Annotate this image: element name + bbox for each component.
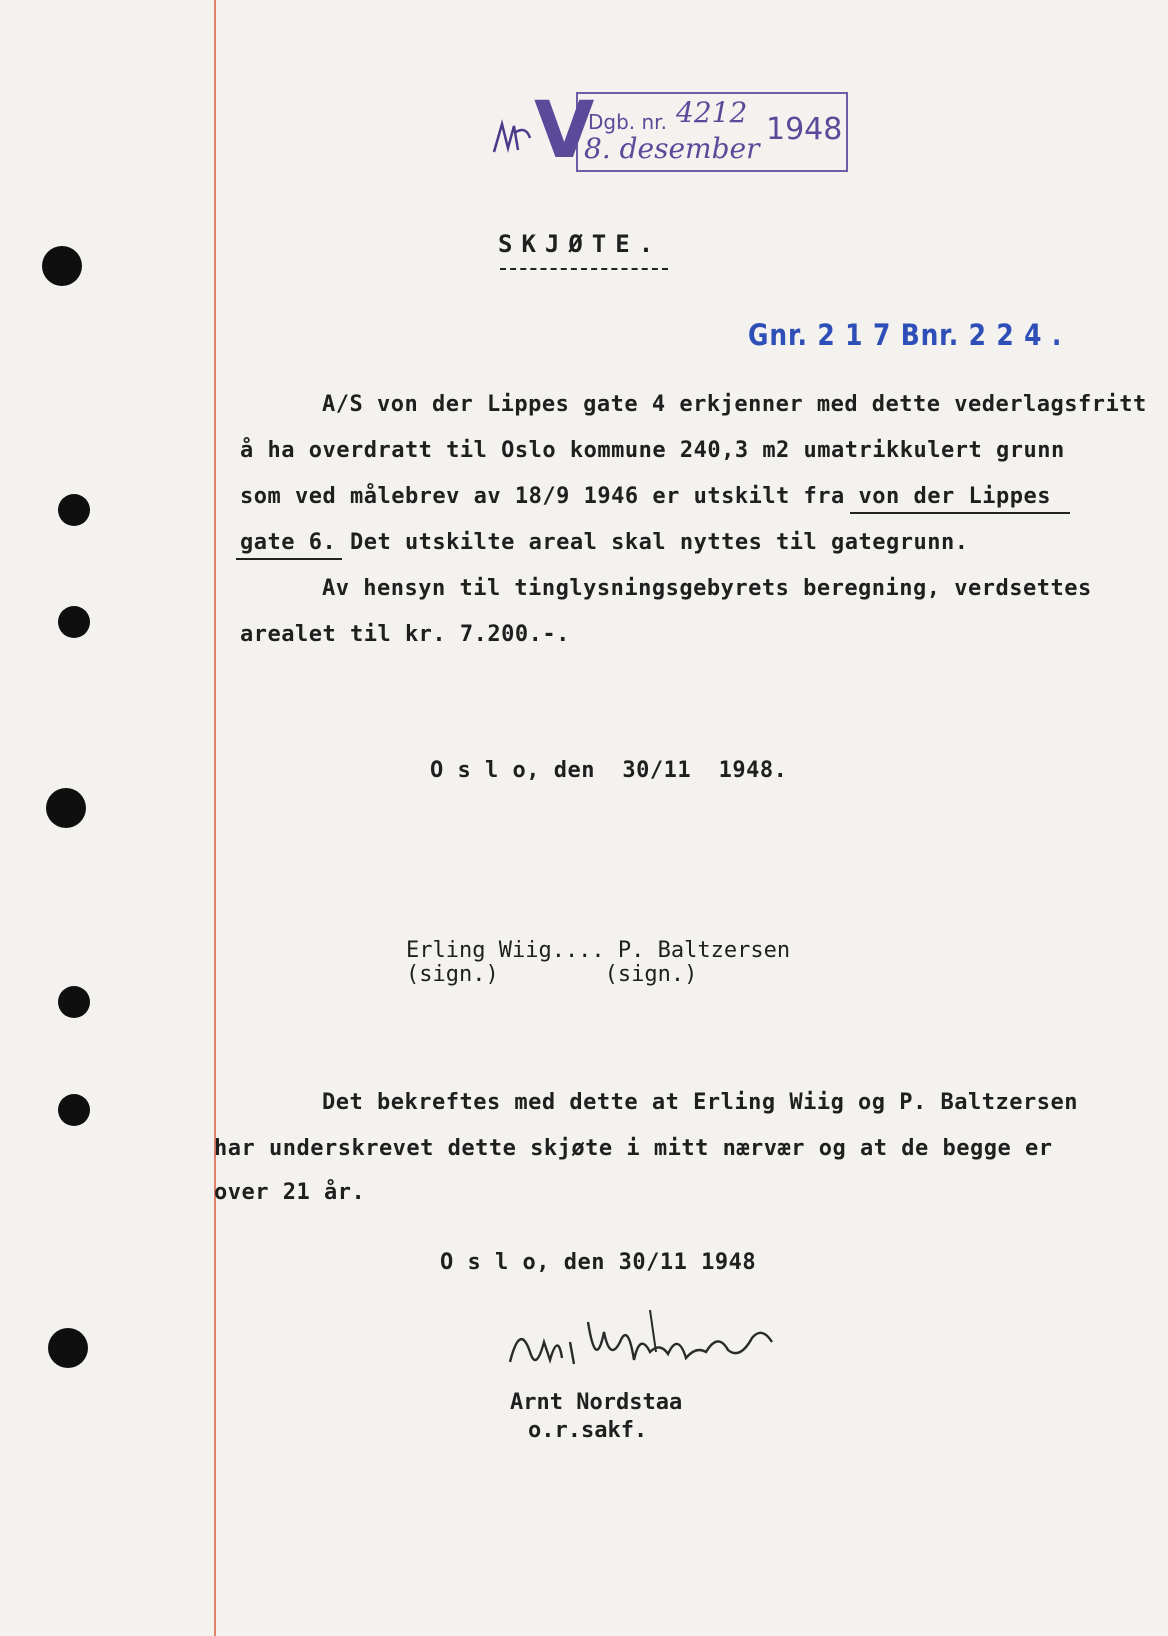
punch-hole	[58, 606, 90, 638]
punch-hole	[48, 1328, 88, 1368]
paragraph1-line: som ved målebrev av 18/9 1946 er utskilt fra von der Lippes	[240, 484, 1051, 509]
paragraph1-line: A/S von der Lippes gate 4 erkjenner med dette vederlagsfritt	[322, 392, 1147, 417]
signatories-sign-marks: (sign.) (sign.)	[406, 962, 698, 987]
paragraph2-line: arealet til kr. 7.200.-.	[240, 622, 570, 647]
stamp-dgb-label: Dgb. nr.	[588, 110, 667, 134]
punch-hole	[42, 246, 82, 286]
signatories-names: Erling Wiig.... P. Baltzersen	[406, 938, 791, 963]
punch-hole	[58, 986, 90, 1018]
stamp-letter: V	[534, 86, 595, 176]
punch-hole	[58, 494, 90, 526]
registration-stamp	[534, 86, 848, 176]
notary-title: o.r.sakf.	[528, 1418, 648, 1443]
paragraph3-line: har underskrevet dette skjøte i mitt nærvær og at de begge er	[214, 1136, 1053, 1161]
place-date: O s l o, den 30/11 1948.	[430, 758, 788, 783]
place-date: O s l o, den 30/11 1948	[440, 1250, 757, 1275]
stamp-year: 1948	[766, 112, 843, 147]
paragraph3-line: Det bekreftes med dette at Erling Wiig og P. Baltzersen	[322, 1090, 1078, 1115]
punch-hole	[58, 1094, 90, 1126]
punch-hole	[46, 788, 86, 828]
paragraph1-line: gate 6. Det utskilte areal skal nyttes til gategrunn.	[240, 530, 969, 555]
stamp-date: 8. desember	[584, 132, 760, 165]
handwritten-signature	[500, 1302, 800, 1382]
text-underline	[850, 512, 1070, 514]
paragraph2-line: Av hensyn til tinglysningsgebyrets beregning, verdsettes	[322, 576, 1092, 601]
paragraph1-line: å ha overdratt til Oslo kommune 240,3 m2 umatrikkulert grunn	[240, 438, 1065, 463]
document-title: SKJØTE.	[498, 230, 663, 258]
stamp-dgb-number: 4212	[676, 96, 748, 129]
margin-line	[214, 0, 216, 1636]
paragraph3-line: over 21 år.	[214, 1180, 366, 1205]
handwritten-initials	[490, 118, 534, 158]
text-underline	[236, 558, 342, 560]
property-number-stamp: Gnr. 2 1 7 Bnr. 2 2 4 .	[748, 318, 1063, 352]
title-underline	[500, 268, 668, 270]
notary-name: Arnt Nordstaa	[510, 1390, 683, 1415]
